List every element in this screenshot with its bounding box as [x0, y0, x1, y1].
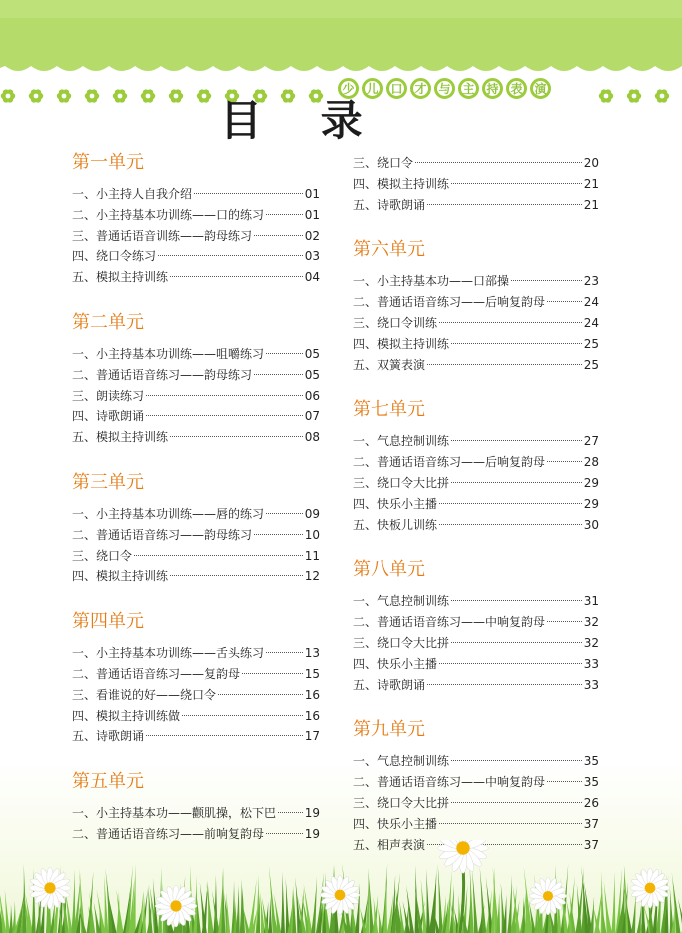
entry-number: 二、 [72, 527, 97, 542]
entry-number: 三、 [353, 315, 378, 330]
entry-page-number: 06 [304, 388, 320, 403]
entry-page-number: 30 [583, 517, 599, 532]
entry-page-number: 17 [304, 729, 320, 744]
dot-leader [439, 503, 582, 504]
toc-entry[interactable] [353, 591, 599, 612]
daisy-flower-icon [155, 885, 197, 927]
entry-title: 绕口令训练 [377, 315, 438, 330]
entry-page-number: 19 [304, 826, 320, 841]
entry-page-number: 33 [583, 656, 599, 671]
entry-title: 快乐小主播 [377, 496, 438, 511]
dot-leader [266, 513, 303, 514]
toc-right-column [353, 153, 599, 855]
small-flower-icon [29, 89, 43, 102]
entry-number: 一、 [353, 274, 378, 289]
entry-page-number: 16 [304, 687, 320, 702]
entry-number: 一、 [72, 806, 97, 821]
toc-entry[interactable] [353, 334, 599, 355]
entry-page-number: 35 [583, 754, 599, 769]
toc-entry[interactable] [72, 643, 320, 664]
toc-entry[interactable] [353, 515, 599, 536]
grass-blade [507, 875, 512, 933]
dot-leader [146, 735, 303, 736]
toc-entry[interactable] [72, 427, 320, 448]
entry-number: 三、 [72, 687, 97, 702]
dot-leader [427, 364, 582, 365]
entry-title: 模拟主持训练 [377, 176, 450, 191]
entry-page-number: 01 [304, 187, 320, 201]
grass-blade [438, 864, 443, 933]
dot-leader [439, 823, 582, 824]
toc-entry[interactable] [72, 365, 320, 386]
entry-number: 二、 [72, 207, 97, 222]
entry-number: 四、 [353, 656, 378, 671]
entry-page-number: 37 [583, 837, 599, 852]
toc-entry[interactable] [72, 566, 320, 587]
toc-entry[interactable] [72, 344, 320, 365]
dot-leader [266, 833, 303, 834]
entry-title: 模拟主持训练 [96, 270, 169, 285]
grass-blade [286, 878, 290, 933]
entry-page-number: 05 [304, 346, 320, 361]
entry-page-number: 02 [304, 228, 320, 243]
small-flower-icon [197, 89, 211, 102]
entry-title: 气息控制训练 [377, 754, 450, 769]
entry-page-number: 32 [583, 635, 599, 650]
toc-entry[interactable] [353, 473, 599, 494]
dot-leader [547, 461, 582, 462]
banner-character: 口 [386, 78, 407, 99]
grass-blade [281, 871, 285, 933]
entry-number: 一、 [353, 594, 378, 609]
entry-number: 四、 [353, 336, 378, 351]
entry-title: 绕口令练习 [96, 249, 157, 264]
entry-number: 三、 [72, 388, 97, 403]
entry-number: 四、 [72, 249, 97, 264]
entry-title: 相声表演 [377, 837, 426, 852]
dot-leader [439, 663, 582, 664]
grass-blade [611, 871, 615, 933]
entry-title: 小主持基本功训练——口的练习 [96, 207, 265, 222]
unit-title: 第三单元 [72, 471, 144, 493]
grass-blade [104, 875, 108, 933]
toc-entry[interactable] [72, 184, 320, 205]
toc-entry[interactable] [353, 633, 599, 654]
entry-number: 二、 [72, 826, 97, 841]
entry-page-number: 01 [304, 207, 320, 222]
entry-title: 模拟主持训练 [377, 336, 450, 351]
grass-blade [5, 890, 10, 933]
entry-page-number: 15 [304, 666, 320, 681]
grass-blade [637, 906, 641, 933]
daisy-flower-icon [529, 877, 567, 915]
entry-title: 看谁说的好——绕口令 [96, 687, 217, 702]
dot-leader [146, 395, 303, 396]
entry-number: 五、 [72, 729, 97, 744]
entry-title: 朗读练习 [96, 388, 145, 403]
toc-entry[interactable] [353, 772, 599, 793]
entry-title: 模拟主持训练 [96, 569, 169, 584]
entry-number: 四、 [353, 176, 378, 191]
entry-title: 快乐小主播 [377, 656, 438, 671]
entry-number: 二、 [72, 666, 97, 681]
dot-leader [547, 301, 582, 302]
daisy-flower-icon [320, 875, 360, 915]
entry-number: 三、 [353, 475, 378, 490]
grass-blade [226, 892, 230, 933]
toc-entry[interactable] [72, 664, 320, 685]
dot-leader [266, 353, 303, 354]
toc-entry[interactable] [353, 355, 599, 376]
grass-blade [248, 878, 256, 933]
entry-page-number: 16 [304, 708, 320, 723]
unit-title: 第九单元 [353, 719, 425, 741]
toc-entry[interactable] [72, 386, 320, 407]
entry-page-number: 12 [304, 569, 320, 584]
small-flower-icon [599, 89, 613, 102]
entry-number: 四、 [72, 409, 97, 424]
entry-title: 绕口令大比拼 [377, 635, 450, 650]
entry-page-number: 28 [583, 455, 599, 470]
entry-page-number: 29 [583, 475, 599, 490]
daisy-flower-icon [438, 840, 488, 873]
banner-character: 主 [458, 78, 479, 99]
toc-entry[interactable] [72, 726, 320, 747]
entry-title: 气息控制训练 [377, 594, 450, 609]
small-flower-icon [655, 89, 669, 102]
unit-title: 第六单元 [353, 239, 425, 261]
entry-title: 小主持基本功——口部操 [377, 274, 510, 289]
entry-page-number: 35 [583, 775, 599, 790]
toc-entry[interactable] [353, 292, 599, 313]
entry-page-number: 19 [304, 806, 320, 821]
entry-title: 普通话语音训练——韵母练习 [96, 228, 253, 243]
small-flower-icon [113, 89, 127, 102]
grass-blade [9, 905, 13, 933]
toc-entry[interactable] [72, 803, 320, 824]
entry-page-number: 24 [583, 295, 599, 310]
entry-number: 四、 [72, 708, 97, 723]
dot-leader [170, 436, 303, 437]
grass-blade [311, 876, 317, 933]
dot-leader [511, 280, 582, 281]
banner-character: 与 [434, 78, 455, 99]
small-flower-icon [57, 89, 71, 102]
banner-character: 演 [530, 78, 551, 99]
entry-number: 二、 [353, 775, 378, 790]
toc-entry[interactable] [353, 174, 599, 195]
grass-decoration [0, 840, 682, 933]
entry-number: 五、 [353, 837, 378, 852]
dot-leader [266, 214, 303, 215]
toc-entry[interactable] [72, 685, 320, 706]
toc-entry[interactable] [72, 267, 320, 288]
dot-leader [451, 183, 582, 184]
small-flower-icon [627, 89, 641, 102]
toc-entry[interactable] [353, 654, 599, 675]
entry-title: 普通话语音练习——复韵母 [96, 666, 241, 681]
entry-title: 小主持基本功训练——咀嚼练习 [96, 346, 265, 361]
grass-blade [206, 882, 213, 933]
entry-title: 普通话语音练习——后响复韵母 [377, 295, 546, 310]
toc-entry[interactable] [353, 793, 599, 814]
entry-number: 三、 [353, 795, 378, 810]
entry-page-number: 29 [583, 496, 599, 511]
entry-page-number: 33 [583, 677, 599, 692]
entry-number: 五、 [72, 430, 97, 445]
entry-title: 快板儿训练 [377, 517, 438, 532]
entry-page-number: 25 [583, 357, 599, 372]
dot-leader [547, 621, 582, 622]
toc-entry[interactable] [72, 246, 320, 267]
banner-character: 表 [506, 78, 527, 99]
grass-blade [426, 869, 430, 933]
toc-entry[interactable] [72, 525, 320, 546]
toc-entry[interactable] [353, 431, 599, 452]
entry-number: 二、 [353, 615, 378, 630]
unit-title: 第五单元 [72, 771, 144, 793]
entry-title: 模拟主持训练做 [96, 708, 181, 723]
entry-page-number: 31 [583, 594, 599, 609]
toc-entry[interactable] [353, 271, 599, 292]
entry-page-number: 10 [304, 527, 320, 542]
entry-page-number: 23 [583, 274, 599, 289]
toc-entry[interactable] [72, 546, 320, 567]
entry-number: 二、 [353, 455, 378, 470]
entry-page-number: 09 [304, 506, 320, 521]
entry-page-number: 26 [583, 795, 599, 810]
small-flower-icon [85, 89, 99, 102]
toc-entry[interactable] [353, 675, 599, 696]
entry-page-number: 24 [583, 315, 599, 330]
dot-leader [439, 322, 582, 323]
dot-leader [170, 575, 303, 576]
dot-leader [451, 802, 582, 803]
toc-entry[interactable] [353, 751, 599, 772]
grass-blade [304, 883, 313, 933]
unit-title: 第四单元 [72, 611, 144, 633]
dot-leader [451, 343, 582, 344]
entry-page-number: 37 [583, 816, 599, 831]
entry-number: 三、 [72, 548, 97, 563]
entry-number: 四、 [72, 569, 97, 584]
grass-blade [480, 867, 487, 933]
entry-title: 普通话语音练习——韵母练习 [96, 367, 253, 382]
toc-entry[interactable] [353, 814, 599, 835]
entry-title: 绕口令大比拼 [377, 795, 450, 810]
entry-number: 五、 [353, 517, 378, 532]
toc-entry[interactable] [353, 195, 599, 216]
dot-leader [182, 715, 303, 716]
entry-number: 一、 [353, 434, 378, 449]
page-title: 目 录 [220, 96, 385, 145]
entry-number: 五、 [353, 197, 378, 212]
dot-leader [218, 694, 303, 695]
dot-leader [146, 415, 303, 416]
entry-page-number: 20 [583, 156, 599, 170]
toc-entry[interactable] [72, 504, 320, 525]
small-flower-icon [169, 89, 183, 102]
banner-character: 持 [482, 78, 503, 99]
dot-leader [278, 812, 303, 813]
toc-entry[interactable] [72, 226, 320, 247]
toc-left-column [72, 150, 320, 845]
unit-title: 第七单元 [353, 399, 425, 421]
unit-title: 第八单元 [353, 559, 425, 581]
entry-page-number: 21 [583, 176, 599, 191]
entry-title: 绕口令大比拼 [377, 475, 450, 490]
entry-title: 小主持基本功——颧肌操，松下巴 [96, 806, 277, 821]
entry-page-number: 05 [304, 367, 320, 382]
dot-leader [451, 642, 582, 643]
dot-leader [427, 684, 582, 685]
entry-page-number: 11 [304, 548, 320, 563]
dot-leader [158, 255, 303, 256]
toc-entry[interactable] [72, 706, 320, 727]
entry-number: 二、 [353, 295, 378, 310]
unit-title: 第一单元 [72, 152, 144, 173]
entry-number: 二、 [72, 367, 97, 382]
entry-title: 小主持基本功训练——唇的练习 [96, 506, 265, 521]
entry-number: 一、 [72, 187, 97, 201]
dot-leader [254, 374, 303, 375]
dot-leader [547, 781, 582, 782]
banner-character: 儿 [362, 78, 383, 99]
toc-entry[interactable] [353, 612, 599, 633]
entry-title: 双簧表演 [377, 357, 426, 372]
entry-title: 诗歌朗诵 [96, 729, 145, 744]
entry-number: 三、 [72, 228, 97, 243]
dot-leader [254, 235, 303, 236]
entry-title: 绕口令 [96, 548, 133, 563]
entry-number: 三、 [353, 635, 378, 650]
entry-number: 四、 [353, 816, 378, 831]
banner-character: 才 [410, 78, 431, 99]
dot-leader [266, 652, 303, 653]
entry-title: 普通话语音练习——中响复韵母 [377, 775, 546, 790]
grass-blade [631, 893, 636, 933]
entry-title: 诗歌朗诵 [96, 409, 145, 424]
grass-blade [71, 869, 75, 933]
unit-title: 第二单元 [72, 311, 144, 333]
dot-leader [170, 276, 303, 277]
entry-number: 一、 [72, 346, 97, 361]
entry-number: 一、 [72, 506, 97, 521]
entry-page-number: 25 [583, 336, 599, 351]
small-flower-icon [1, 89, 15, 102]
dot-leader [439, 524, 582, 525]
small-flower-icon [141, 89, 155, 102]
dot-leader [194, 193, 303, 194]
dot-leader [451, 760, 582, 761]
entry-number: 四、 [353, 496, 378, 511]
entry-title: 普通话语音练习——韵母练习 [96, 527, 253, 542]
dot-leader [451, 482, 582, 483]
grass-blade [470, 865, 474, 933]
entry-page-number: 07 [304, 409, 320, 424]
entry-title: 普通话语音练习——后响复韵母 [377, 455, 546, 470]
entry-page-number: 03 [304, 249, 320, 264]
entry-title: 诗歌朗诵 [377, 197, 426, 212]
entry-title: 普通话语音练习——前响复韵母 [96, 826, 265, 841]
toc-entry[interactable] [353, 313, 599, 334]
entry-page-number: 21 [583, 197, 599, 212]
dot-leader [451, 600, 582, 601]
toc-entry[interactable] [353, 452, 599, 473]
daisy-flower-icon [29, 867, 71, 909]
dot-leader [415, 162, 582, 163]
entry-page-number: 13 [304, 646, 320, 661]
entry-page-number: 32 [583, 615, 599, 630]
entry-title: 小主持人自我介绍 [96, 187, 193, 201]
entry-title: 气息控制训练 [377, 434, 450, 449]
dot-leader [254, 534, 303, 535]
toc-entry[interactable] [72, 205, 320, 226]
toc-entry[interactable] [72, 406, 320, 427]
toc-entry[interactable] [353, 494, 599, 515]
dot-leader [451, 440, 582, 441]
entry-title: 普通话语音练习——中响复韵母 [377, 615, 546, 630]
entry-title: 诗歌朗诵 [377, 677, 426, 692]
daisy-flower-icon [630, 868, 670, 908]
toc-entry[interactable] [353, 153, 599, 174]
banner-character: 少 [338, 78, 359, 99]
entry-number: 一、 [353, 754, 378, 769]
dot-leader [134, 555, 303, 556]
entry-number: 一、 [72, 646, 97, 661]
entry-page-number: 08 [304, 430, 320, 445]
entry-page-number: 04 [304, 270, 320, 285]
entry-title: 绕口令 [377, 156, 414, 170]
entry-title: 小主持基本功训练——舌头练习 [96, 646, 265, 661]
entry-number: 五、 [72, 270, 97, 285]
dot-leader [242, 673, 303, 674]
entry-title: 快乐小主播 [377, 816, 438, 831]
entry-number: 五、 [353, 677, 378, 692]
entry-page-number: 27 [583, 434, 599, 449]
entry-number: 五、 [353, 357, 378, 372]
entry-number: 三、 [353, 156, 378, 170]
entry-title: 模拟主持训练 [96, 430, 169, 445]
dot-leader [427, 204, 582, 205]
